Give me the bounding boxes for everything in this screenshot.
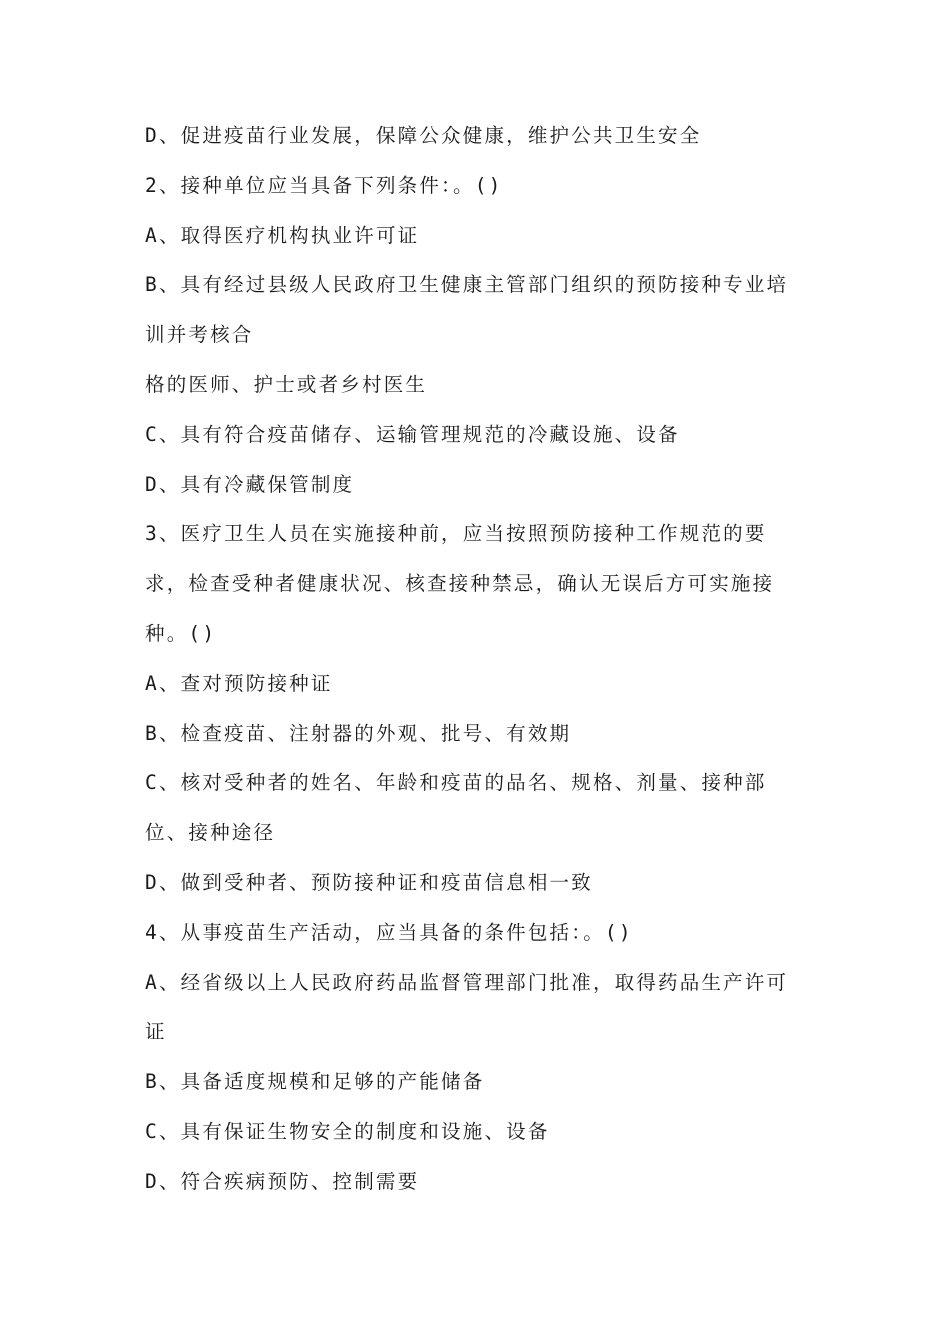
- q4-option-a-line-2: 证: [145, 1020, 167, 1044]
- q3-stem-line-2: 求，检查受种者健康状况、核查接种禁忌，确认无误后方可实施接: [145, 572, 775, 596]
- q2-option-b-line-1: B、具有经过县级人民政府卫生健康主管部门组织的预防接种专业培: [145, 273, 789, 297]
- q3-stem-line-1: 3、医疗卫生人员在实施接种前，应当按照预防接种工作规范的要: [145, 522, 767, 546]
- q3-option-c-line-1: C、核对受种者的姓名、年龄和疫苗的品名、规格、剂量、接种部: [145, 771, 767, 795]
- q2-option-a: A、取得医疗机构执业许可证: [145, 223, 420, 247]
- q4-option-c: C、具有保证生物安全的制度和设施、设备: [145, 1119, 550, 1143]
- q4-option-a-line-1: A、经省级以上人民政府药品监督管理部门批准，取得药品生产许可: [145, 970, 789, 994]
- q2-option-b-line-2: 训并考核合: [145, 323, 254, 347]
- q3-option-d: D、做到受种者、预防接种证和疫苗信息相一致: [145, 870, 593, 894]
- q3-option-b: B、检查疫苗、注射器的外观、批号、有效期: [145, 721, 572, 745]
- q2-option-b-line-3: 格的医师、护士或者乡村医生: [145, 372, 428, 396]
- q4-option-b: B、具备适度规模和足够的产能储备: [145, 1070, 485, 1094]
- q2-stem: 2、接种单位应当具备下列条件：。(): [145, 173, 503, 197]
- q3-option-a: A、查对预防接种证: [145, 671, 333, 695]
- question-text-block: [145, 111, 810, 1207]
- q3-option-c-line-2: 位、接种途径: [145, 821, 276, 845]
- q2-option-d: D、具有冷藏保管制度: [145, 472, 355, 496]
- q4-option-d: D、符合疾病预防、控制需要: [145, 1169, 420, 1193]
- q1-option-d: D、促进疫苗行业发展，保障公众健康，维护公共卫生安全: [145, 124, 702, 147]
- q3-stem-line-3: 种。(): [145, 621, 217, 645]
- q4-stem: 4、从事疫苗生产活动，应当具备的条件包括：。(): [145, 920, 633, 944]
- q2-option-c: C、具有符合疫苗储存、运输管理规范的冷藏设施、设备: [145, 422, 680, 446]
